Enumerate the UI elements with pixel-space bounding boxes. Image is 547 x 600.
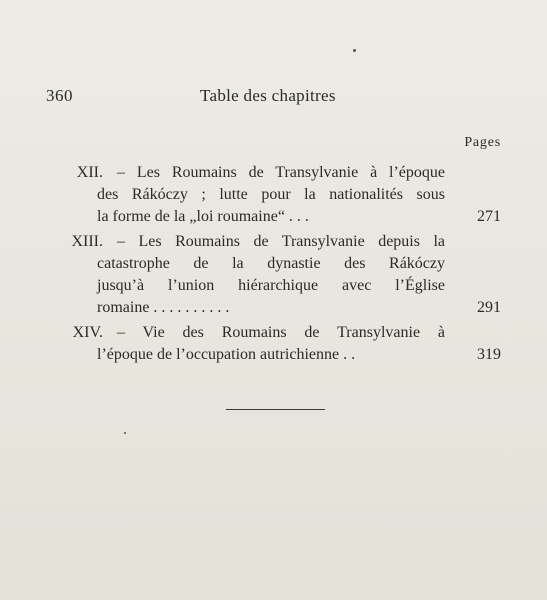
ink-speck bbox=[124, 432, 126, 434]
chapter-title-line: la forme de la „loi roumaine“ . . . bbox=[97, 208, 309, 225]
chapter-page-number: 271 bbox=[477, 208, 501, 225]
toc-line bbox=[0, 206, 547, 228]
chapter-title-line: l’époque de l’occupation autrichienne . . bbox=[97, 346, 356, 363]
chapter-numeral: XIV. bbox=[72, 324, 103, 341]
toc-line bbox=[0, 162, 547, 184]
toc-line bbox=[0, 344, 547, 366]
running-title: Table des chapitres bbox=[200, 86, 336, 105]
toc-line bbox=[0, 231, 547, 253]
end-rule bbox=[226, 409, 325, 410]
page-header bbox=[0, 86, 547, 110]
ink-speck bbox=[353, 49, 356, 52]
toc-line bbox=[0, 297, 547, 319]
chapter-title-line: – Les Roumains de Transylvanie à l’époque bbox=[117, 164, 445, 181]
toc-line bbox=[0, 275, 547, 297]
chapter-title-line: – Vie des Roumains de Transylvanie à bbox=[117, 324, 445, 341]
chapter-page-number: 291 bbox=[477, 299, 501, 316]
toc-line bbox=[0, 322, 547, 344]
chapter-numeral: XIII. bbox=[71, 233, 103, 250]
page-number: 360 bbox=[46, 86, 73, 105]
toc-entry-xii bbox=[0, 162, 547, 228]
chapter-numeral: XII. bbox=[76, 164, 103, 181]
chapter-title-line: romaine . . . . . . . . . . bbox=[97, 299, 230, 316]
chapter-title-line: catastrophe de la dynastie des Rákóczy bbox=[97, 255, 445, 272]
chapter-title-line: – Les Roumains de Transylvanie depuis la bbox=[117, 233, 445, 250]
toc-entry-xiv bbox=[0, 322, 547, 366]
pages-column-label: Pages bbox=[464, 135, 501, 150]
toc-entry-xiii bbox=[0, 231, 547, 319]
chapter-page-number: 319 bbox=[477, 346, 501, 363]
chapter-title-line: des Rákóczy ; lutte pour la nationalités sous bbox=[97, 186, 445, 203]
toc-line bbox=[0, 184, 547, 206]
toc-line bbox=[0, 253, 547, 275]
table-of-contents bbox=[0, 162, 547, 369]
chapter-title-line: jusqu’à l’union hiérarchique avec l’Église bbox=[97, 277, 445, 294]
